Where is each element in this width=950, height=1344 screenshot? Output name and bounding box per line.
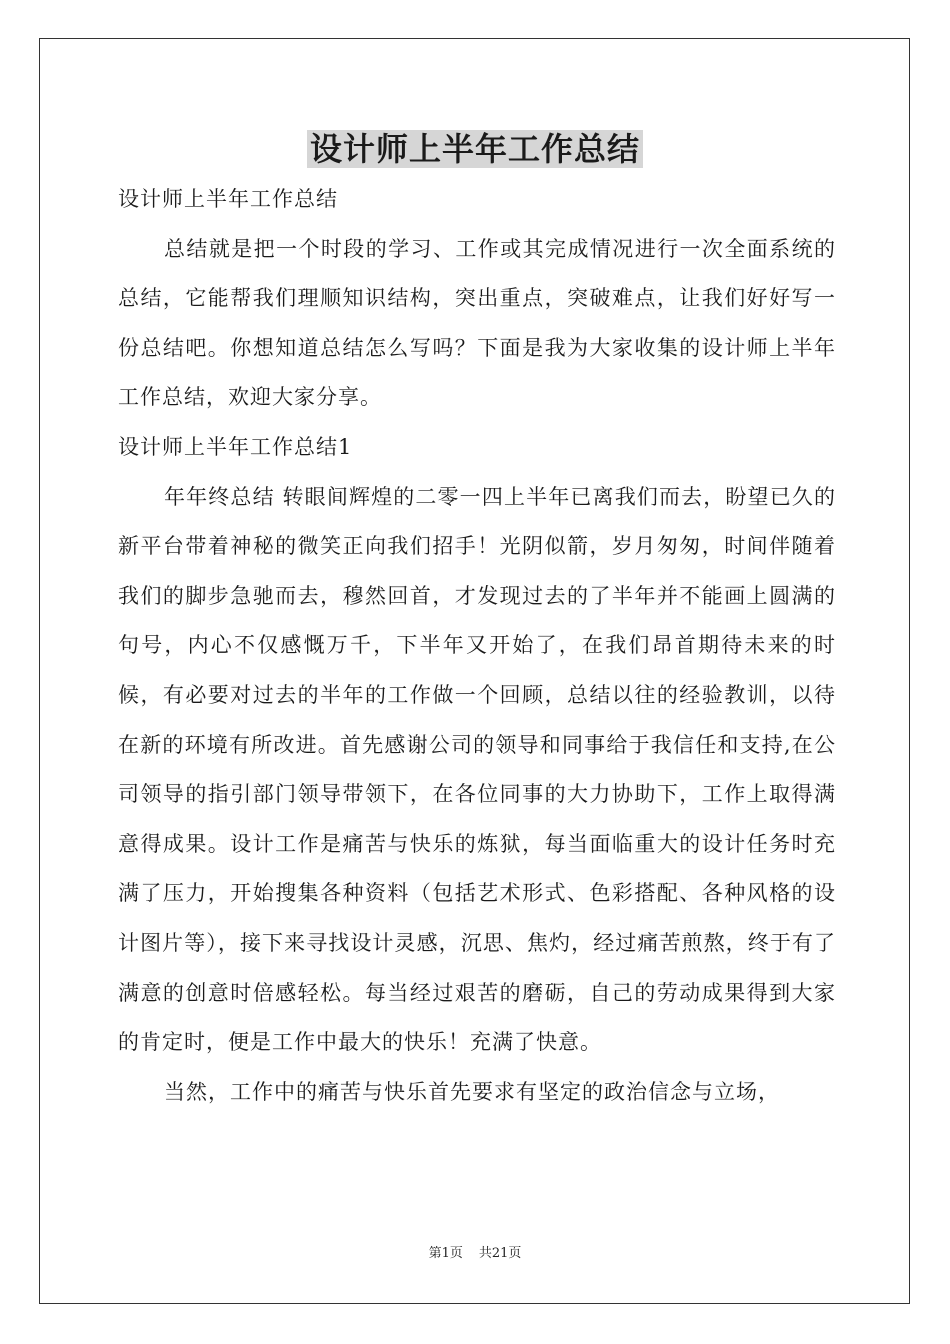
- body-paragraph: 年年终总结 转眼间辉煌的二零一四上半年已离我们而去，盼望已久的新平台带着神秘的微笑正向我们招手！光阴似箭，岁月匆匆，时间伴随着我们的脚步急驰而去，穆然回首，才发现过去的了半年并不能画上圆满的句号，内心不仅感慨万千，下半年又开始了，在我们昂首期待未来的时候，有必要对过去的半年的工作做一个回顾，总结以往的经验教训，以待在新的环境有所改进。首先感谢公司的领导和同事给于我信任和支持,在公司领导的指引部门领导带领下，在各位同事的大力协助下，工作上取得满意得成果。设计工作是痛苦与快乐的炼狱，每当面临重大的设计任务时充满了压力，开始搜集各种资料（包括艺术形式、色彩搭配、各种风格的设计图片等），接下来寻找设计灵感，沉思、焦灼，经过痛苦煎熬，终于有了满意的创意时倍感轻松。每当经过艰苦的磨砺，自己的劳动成果得到大家的肯定时，便是工作中最大的快乐！充满了快意。: [118, 484, 836, 1055]
- section-heading: 设计师上半年工作总结1: [118, 434, 353, 459]
- document-body: [118, 175, 836, 1117]
- page-number: 第1页: [428, 1246, 463, 1261]
- intro-paragraph: 总结就是把一个时段的学习、工作或其完成情况进行一次全面系统的总结，它能帮我们理顺知识结构，突出重点，突破难点，让我们好好写一份总结吧。你想知道总结怎么写吗？下面是我为大家收集的设计师上半年工作总结，欢迎大家分享。: [118, 236, 836, 410]
- page-footer: [0, 1244, 950, 1264]
- body-paragraph-continued: 当然，工作中的痛苦与快乐首先要求有坚定的政治信念与立场，: [164, 1079, 780, 1104]
- subtitle-line: 设计师上半年工作总结: [118, 187, 338, 211]
- document-title: [0, 124, 950, 174]
- document-title-text: 设计师上半年工作总结: [307, 130, 643, 168]
- total-pages: 共21页: [478, 1246, 522, 1261]
